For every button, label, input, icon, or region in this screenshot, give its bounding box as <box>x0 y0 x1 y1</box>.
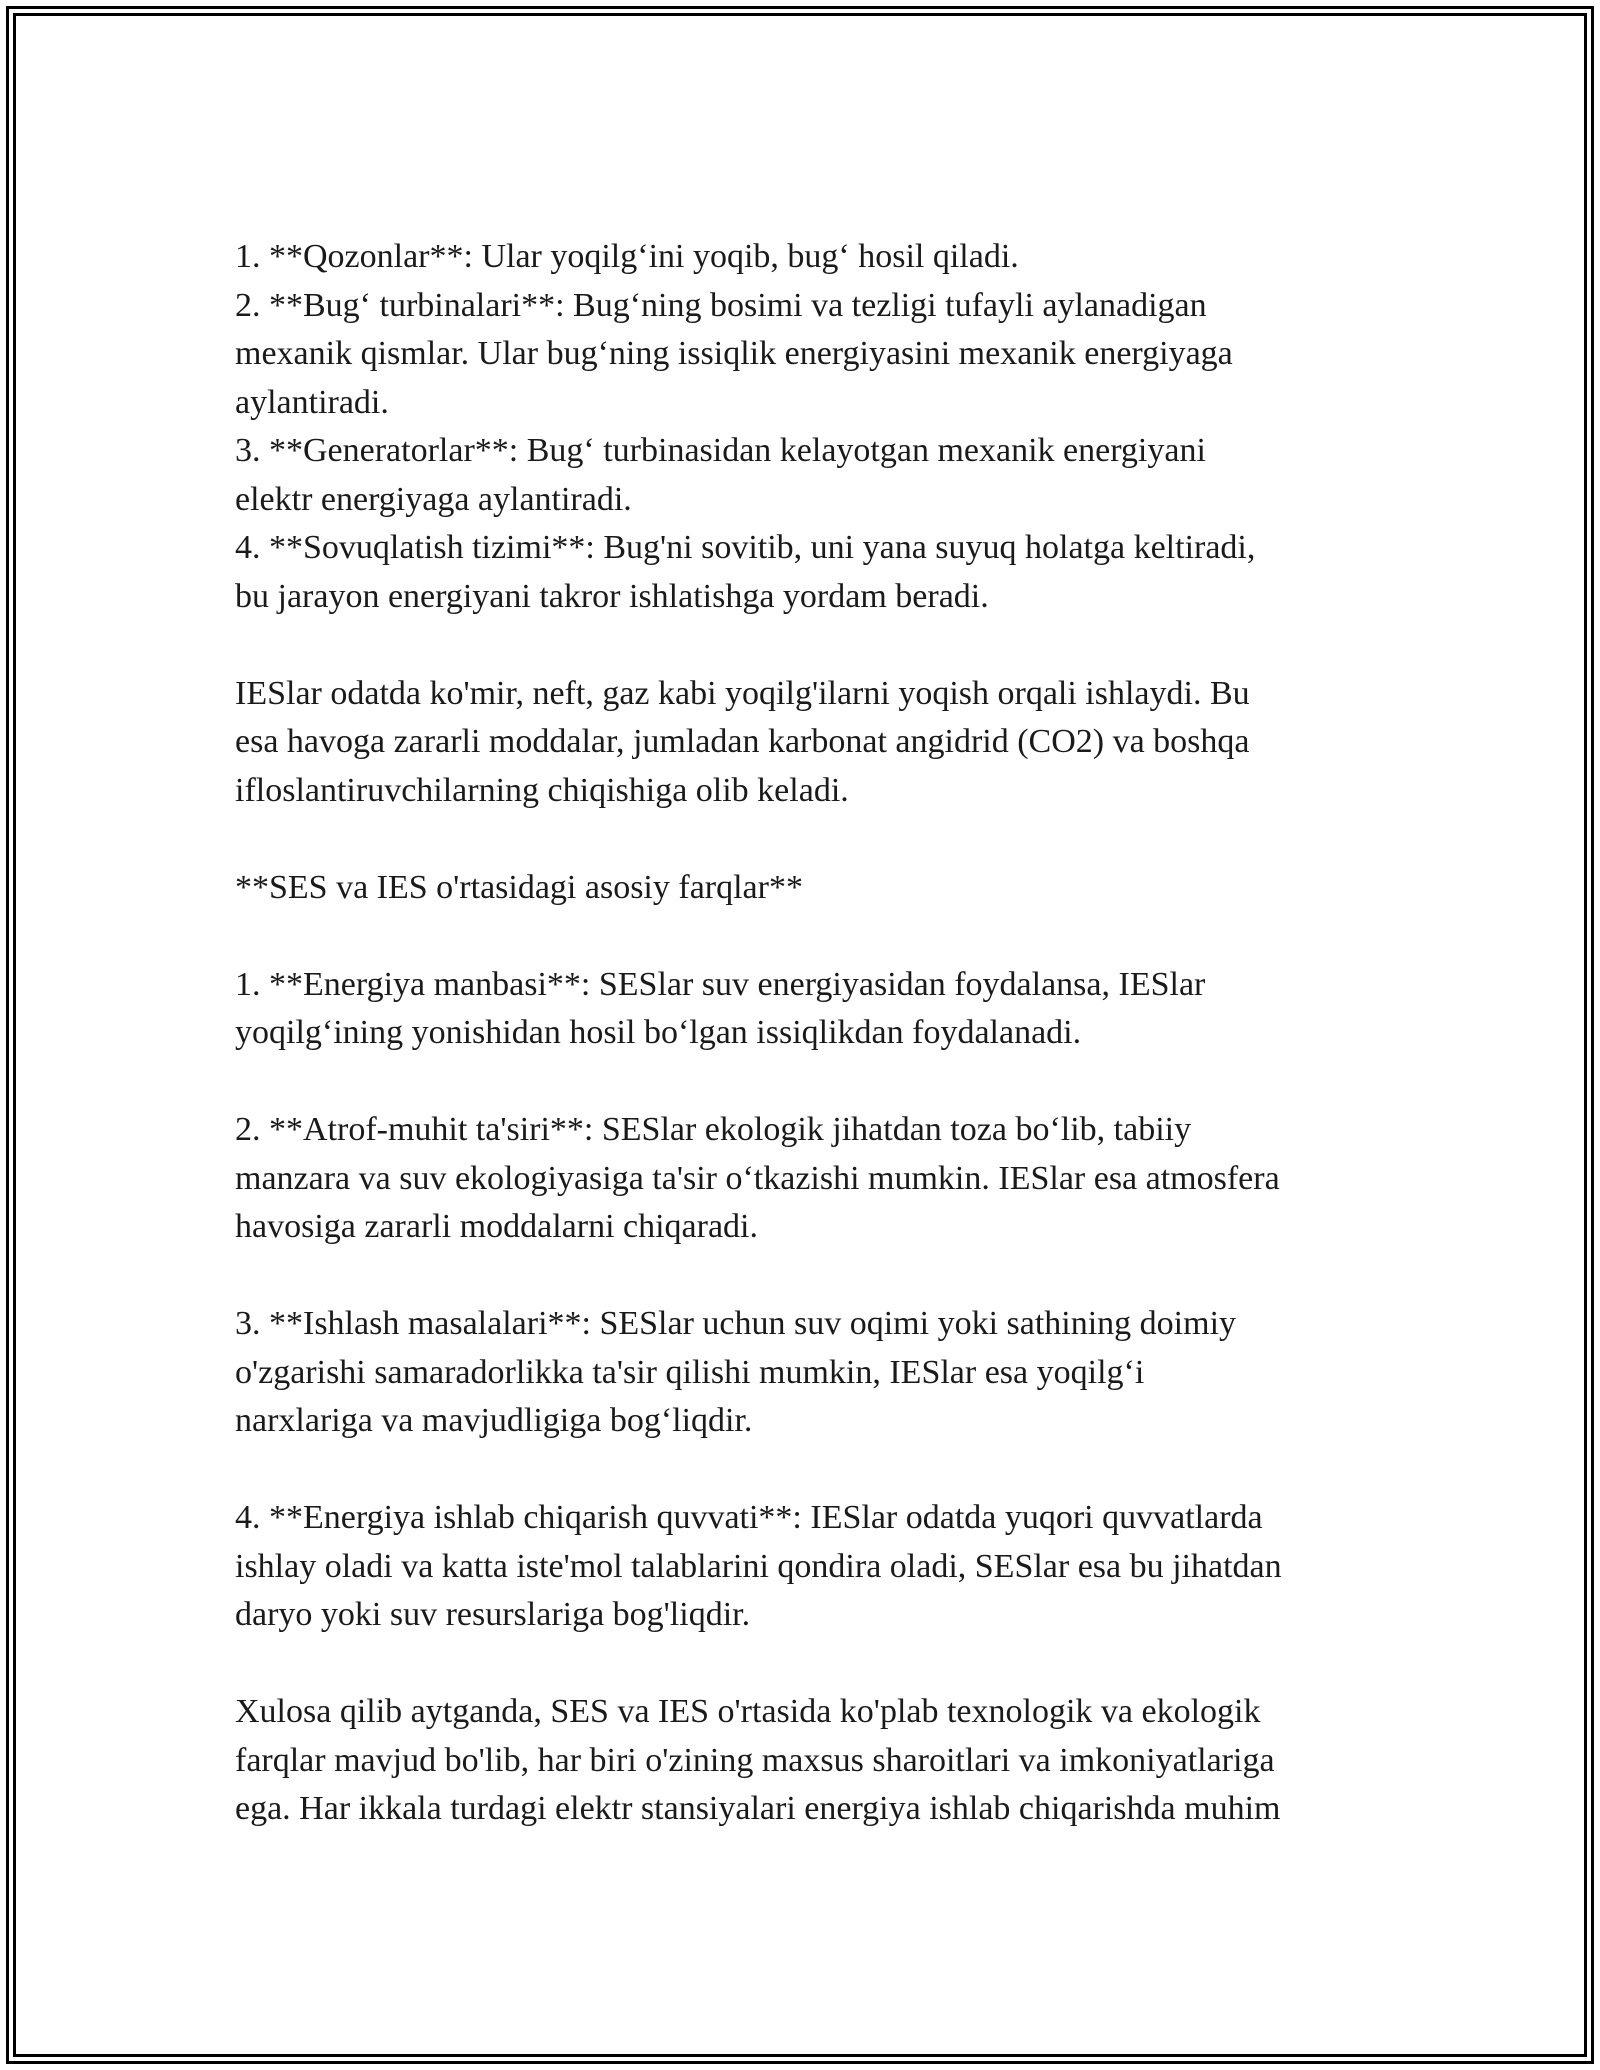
text-line: 3. **Generatorlar**: Bug‘ turbinasidan kelayotgan mexanik energiyani <box>235 432 1206 469</box>
text-line: manzara va suv ekologiyasiga ta'sir o‘tkazishi mumkin. IESlar esa atmosfera <box>235 1159 1280 1197</box>
text-line: 4. **Energiya ishlab chiqarish quvvati**: IESlar odatda yuqori quvvatlarda <box>235 1499 1263 1536</box>
text-line: yoqilg‘ining yonishidan hosil bo‘lgan issiqlikdan foydalanadi. <box>235 1014 1082 1051</box>
text-line: bu jarayon energiyani takror ishlatishga yordam beradi. <box>235 577 989 615</box>
text-line: farqlar mavjud bo'lib, har biri o'zining maxsus sharoitlari va imkoniyatlariga <box>235 1741 1275 1779</box>
blank-line <box>235 1252 1395 1301</box>
text-line: ishlay oladi va katta iste'mol talablarini qondira oladi, SESlar esa bu jihatdan <box>235 1547 1282 1585</box>
text-line: Xulosa qilib aytganda, SES va IES o'rtasida ko'plab texnologik va ekologik <box>235 1693 1261 1730</box>
blank-line <box>235 1446 1395 1495</box>
text-line: daryo yoki suv resurslariga bog'liqdir. <box>235 1596 751 1633</box>
text-line: ifloslantiruvchilarning chiqishiga olib keladi. <box>235 771 849 809</box>
text-line: 1. **Qozonlar**: Ular yoqilg‘ini yoqib, bug‘ hosil qiladi. <box>235 238 1019 275</box>
blank-line <box>235 621 1395 670</box>
text-line: aylantiradi. <box>235 383 389 421</box>
text-line: 4. **Sovuqlatish tizimi**: Bug'ni sovitib, uni yana suyuq holatga keltiradi, <box>235 529 1256 566</box>
text-line: o'zgarishi samaradorlikka ta'sir qilishi mumkin, IESlar esa yoqilg‘i <box>235 1353 1145 1391</box>
text-line: mexanik qismlar. Ular bug‘ning issiqlik energiyasini mexanik energiyaga <box>235 335 1233 372</box>
text-line: 3. **Ishlash masalalari**: SESlar uchun suv oqimi yoki sathining doimiy <box>235 1305 1237 1342</box>
text-line: narxlariga va mavjudligiga bog‘liqdir. <box>235 1402 753 1439</box>
text-line: elektr energiyaga aylantiradi. <box>235 480 632 518</box>
document-body <box>235 233 1395 1834</box>
text-line: ega. Har ikkala turdagi elektr stansiyalari energiya ishlab chiqarishda muhim <box>235 1790 1281 1827</box>
text-line: **SES va IES o'rtasidagi asosiy farqlar** <box>235 868 803 906</box>
blank-line <box>235 1058 1395 1107</box>
text-line: havosiga zararli moddalarni chiqaradi. <box>235 1208 758 1245</box>
text-line: 2. **Bug‘ turbinalari**: Bug‘ning bosimi va tezligi tufayli aylanadigan <box>235 286 1207 324</box>
blank-line <box>235 912 1395 961</box>
text-line: 1. **Energiya manbasi**: SESlar suv energiyasidan foydalansa, IESlar <box>235 965 1206 1003</box>
blank-line <box>235 815 1395 864</box>
text-line: 2. **Atrof-muhit ta'siri**: SESlar ekologik jihatdan toza bo‘lib, tabiiy <box>235 1111 1192 1148</box>
text-line: IESlar odatda ko'mir, neft, gaz kabi yoqilg'ilarni yoqish orqali ishlaydi. Bu <box>235 674 1250 712</box>
blank-line <box>235 1640 1395 1689</box>
text-line: esa havoga zararli moddalar, jumladan karbonat angidrid (CO2) va boshqa <box>235 723 1250 760</box>
